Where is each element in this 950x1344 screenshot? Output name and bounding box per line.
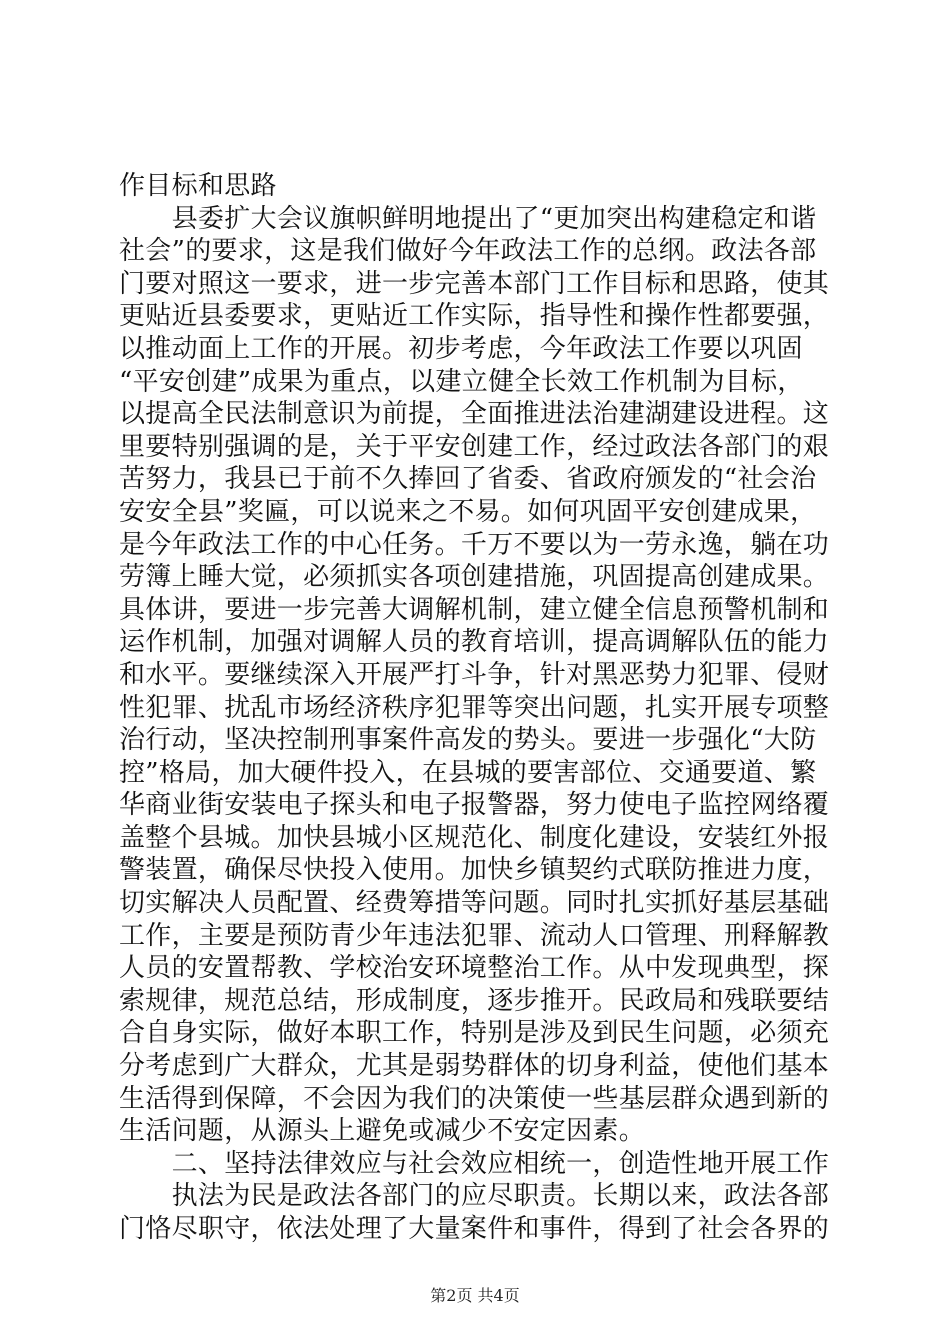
text-line: 执法为民是政法各部门的应尽职责。长期以来，政法各部 xyxy=(119,1181,830,1212)
text-line: 生活问题，从源头上避免或减少不安定因素。 xyxy=(119,1116,646,1147)
text-line: 县委扩大会议旗帜鲜明地提出了“更加突出构建稳定和谐 xyxy=(119,203,817,234)
text-line: 以提高全民法制意识为前提，全面推进法治建湖建设进程。这 xyxy=(119,399,830,430)
text-line: 门要对照这一要求，进一步完善本部门工作目标和思路，使其 xyxy=(119,268,830,299)
text-line: 警装置，确保尽快投入使用。加快乡镇契约式联防推进力度， xyxy=(119,855,830,886)
text-line: 更贴近县委要求，更贴近工作实际，指导性和操作性都要强， xyxy=(119,301,830,332)
text-line: “平安创建”成果为重点，以建立健全长效工作机制为目标， xyxy=(119,366,804,397)
text-line: 治行动，坚决控制刑事案件高发的势头。要进一步强化“大防 xyxy=(119,725,817,756)
text-line: 作目标和思路 xyxy=(119,171,277,201)
text-line: 工作，主要是预防青少年违法犯罪、流动人口管理、刑释解教 xyxy=(119,920,830,951)
text-line: 和水平。要继续深入开展严打斗争，针对黑恶势力犯罪、侵财 xyxy=(119,659,830,690)
page-footer: 第2页 共4页 xyxy=(430,1286,520,1305)
text-line: 运作机制，加强对调解人员的教育培训，提高调解队伍的能力 xyxy=(119,627,830,658)
text-line: 具体讲，要进一步完善大调解机制，建立健全信息预警机制和 xyxy=(119,594,830,625)
document-body xyxy=(119,170,831,1246)
text-line: 合自身实际，做好本职工作，特别是涉及到民生问题，必须充 xyxy=(119,1018,830,1049)
text-line: 分考虑到广大群众，尤其是弱势群体的切身利益，使他们基本 xyxy=(119,1051,830,1082)
text-line: 切实解决人员配置、经费筹措等问题。同时扎实抓好基层基础 xyxy=(119,888,830,919)
text-line: 盖整个县城。加快县城小区规范化、制度化建设，安装红外报 xyxy=(119,822,830,853)
text-line: 性犯罪、扰乱市场经济秩序犯罪等突出问题，扎实开展专项整 xyxy=(119,692,830,723)
text-line: 安安全县”奖匾，可以说来之不易。如何巩固平安创建成果， xyxy=(119,496,817,527)
text-line: 苦努力，我县已于前不久捧回了省委、省政府颁发的“社会治 xyxy=(119,464,817,495)
text-line: 里要特别强调的是，关于平安创建工作，经过政法各部门的艰 xyxy=(119,431,830,462)
text-line: 索规律，规范总结，形成制度，逐步推开。民政局和残联要结 xyxy=(119,985,830,1016)
text-line: 华商业街安装电子探头和电子报警器，努力使电子监控网络覆 xyxy=(119,790,830,821)
text-line: 生活得到保障，不会因为我们的决策使一些基层群众遇到新的 xyxy=(119,1083,830,1114)
text-line: 门恪尽职守，依法处理了大量案件和事件，得到了社会各界的 xyxy=(119,1214,830,1244)
text-line: 控”格局，加大硬件投入，在县城的要害部位、交通要道、繁 xyxy=(119,757,817,788)
text-line: 以推动面上工作的开展。初步考虑，今年政法工作要以巩固 xyxy=(119,333,803,364)
text-line: 是今年政法工作的中心任务。千万不要以为一劳永逸，躺在功 xyxy=(119,529,830,560)
text-line: 社会”的要求，这是我们做好今年政法工作的总纲。政法各部 xyxy=(119,236,817,267)
section-heading: 二、坚持法律效应与社会效应相统一，创造性地开展工作 xyxy=(119,1148,830,1179)
text-line: 人员的安置帮教、学校治安环境整治工作。从中发现典型，探 xyxy=(119,953,830,984)
text-line: 劳簿上睡大觉，必须抓实各项创建措施，巩固提高创建成果。 xyxy=(119,562,830,593)
